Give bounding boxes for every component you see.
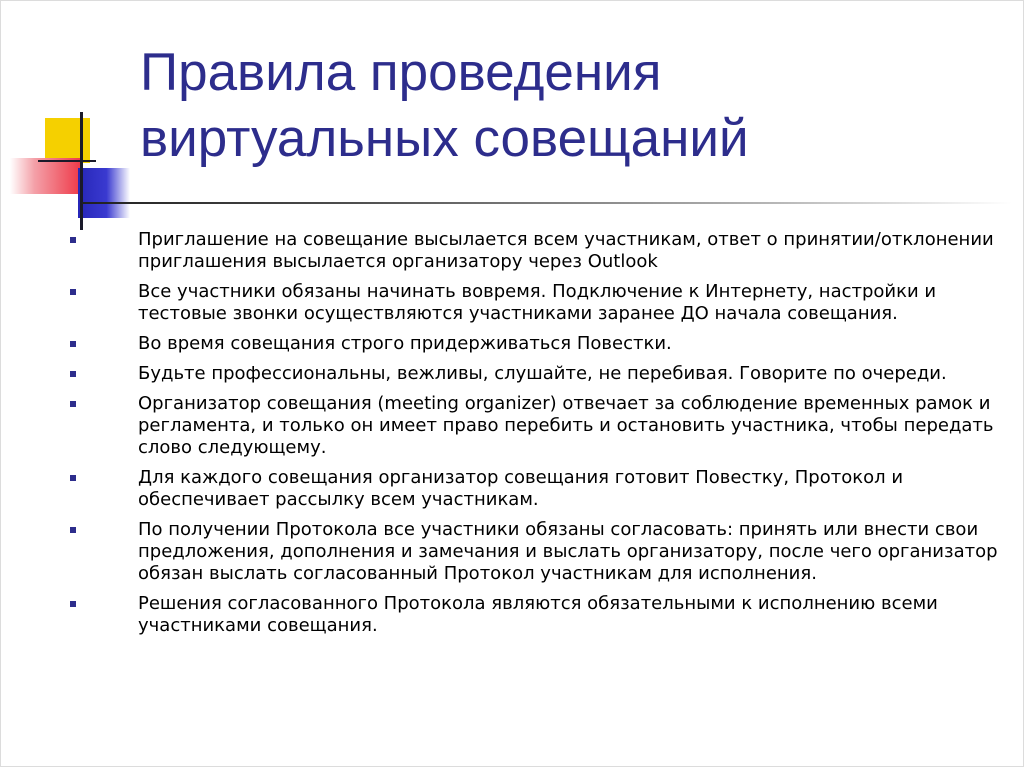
list-item (70, 363, 1000, 385)
decorative-vertical-line (80, 112, 83, 230)
square-bullet-icon (70, 601, 76, 607)
list-item (70, 229, 1000, 273)
square-bullet-icon (70, 237, 76, 243)
yellow-square (45, 118, 90, 163)
list-item (70, 519, 1000, 585)
title-line-2: виртуальных совещаний (140, 109, 749, 168)
square-bullet-icon (70, 475, 76, 481)
list-item (70, 393, 1000, 459)
bullet-list (70, 229, 1000, 645)
square-bullet-icon (70, 371, 76, 377)
red-gradient-bar (10, 158, 80, 194)
list-item (70, 333, 1000, 355)
list-item-text: Организатор совещания (meeting organizer) отвечает за соблюдение временных рамок и регламента, и только он имеет право перебить и остановить участника, чтобы передать слово следующему. (138, 393, 994, 458)
list-item-text: Все участники обязаны начинать вовремя. Подключение к Интернету, настройки и тестовые звонки осуществляются участниками заранее ДО начала совещания. (138, 281, 937, 324)
square-bullet-icon (70, 289, 76, 295)
decorative-logo-block (0, 0, 160, 240)
list-item-text: Для каждого совещания организатор совещания готовит Повестку, Протокол и обеспечивает рассылку всем участникам. (138, 467, 904, 510)
title-line-1: Правила проведения (140, 43, 662, 102)
list-item (70, 467, 1000, 511)
decorative-horizontal-line (38, 160, 96, 162)
title-divider (82, 202, 1012, 204)
list-item-text: По получении Протокола все участники обязаны согласовать: принять или внести свои предложения, дополнения и замечания и выслать организатору, после чего организатор обязан выслать согласованный Протокол участникам для исполнения. (138, 519, 998, 584)
square-bullet-icon (70, 527, 76, 533)
square-bullet-icon (70, 401, 76, 407)
list-item-text: Во время совещания строго придерживаться Повестки. (138, 333, 672, 354)
square-bullet-icon (70, 341, 76, 347)
list-item-text: Приглашение на совещание высылается всем участникам, ответ о принятии/отклонении приглашения высылается организатору через Outlook (138, 229, 994, 272)
list-item-text: Решения согласованного Протокола являются обязательными к исполнению всеми участниками совещания. (138, 593, 938, 636)
list-item (70, 593, 1000, 637)
page-title (140, 40, 1000, 172)
list-item (70, 281, 1000, 325)
blue-gradient-square (78, 168, 130, 218)
list-item-text: Будьте профессиональны, вежливы, слушайте, не перебивая. Говорите по очереди. (138, 363, 947, 384)
